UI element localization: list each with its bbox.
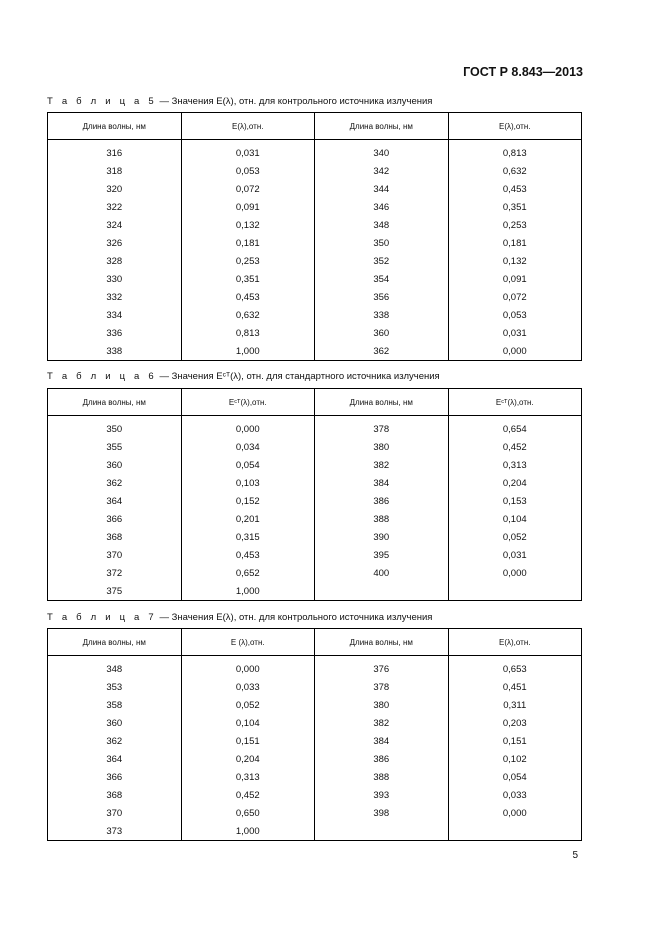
table-cell: 366 xyxy=(48,510,182,528)
table-row xyxy=(48,714,582,732)
table-caption-label: Т а б л и ц а 7 xyxy=(47,612,157,623)
table-cell: 395 xyxy=(315,546,449,564)
table-cell: 355 xyxy=(48,438,182,456)
table-cell: 352 xyxy=(315,252,449,270)
table-cell: 386 xyxy=(315,750,449,768)
table-row xyxy=(48,180,582,198)
table-row xyxy=(48,528,582,546)
table-row xyxy=(48,804,582,822)
table-cell: 0,104 xyxy=(181,714,315,732)
table-cell: 0,000 xyxy=(181,416,315,439)
table-cell: 364 xyxy=(48,750,182,768)
table-cell: 0,201 xyxy=(181,510,315,528)
table-6-caption xyxy=(47,371,440,382)
table-cell: 344 xyxy=(315,180,449,198)
column-header: Длина волны, нм xyxy=(315,113,449,140)
column-header: Eᶜᵀ(λ),отн. xyxy=(181,389,315,416)
table-cell: 324 xyxy=(48,216,182,234)
table-cell: 0,091 xyxy=(448,270,582,288)
page-number: 5 xyxy=(572,850,578,861)
table-cell: 316 xyxy=(48,140,182,163)
table-cell: 380 xyxy=(315,438,449,456)
table-cell: 0,313 xyxy=(181,768,315,786)
table-row xyxy=(48,768,582,786)
table-cell: 360 xyxy=(315,324,449,342)
table-cell: 1,000 xyxy=(181,822,315,841)
table-caption-label: Т а б л и ц а 6 xyxy=(47,371,157,382)
table-cell: 0,654 xyxy=(448,416,582,439)
table-cell: 0,033 xyxy=(448,786,582,804)
column-header: Длина волны, нм xyxy=(315,629,449,656)
table-5-caption xyxy=(47,96,432,107)
table-6 xyxy=(47,388,582,601)
table-cell: 0,453 xyxy=(181,546,315,564)
table-cell: 348 xyxy=(48,656,182,679)
table-header-row xyxy=(48,629,582,656)
table-row xyxy=(48,474,582,492)
table-cell: 0,000 xyxy=(448,564,582,582)
table-row xyxy=(48,342,582,361)
table-cell: 370 xyxy=(48,546,182,564)
table-cell: 0,053 xyxy=(448,306,582,324)
table-row xyxy=(48,234,582,252)
table-row xyxy=(48,252,582,270)
table-cell: 350 xyxy=(315,234,449,252)
table-cell xyxy=(448,822,582,841)
table-cell: 364 xyxy=(48,492,182,510)
table-cell: 362 xyxy=(48,732,182,750)
table-cell: 360 xyxy=(48,714,182,732)
table-row xyxy=(48,822,582,841)
column-header: Длина волны, нм xyxy=(48,113,182,140)
table-cell: 0,204 xyxy=(181,750,315,768)
table-cell: 386 xyxy=(315,492,449,510)
table-cell: 354 xyxy=(315,270,449,288)
table-cell: 0,813 xyxy=(448,140,582,163)
table-cell: 0,054 xyxy=(448,768,582,786)
table-cell: 0,313 xyxy=(448,456,582,474)
table-row xyxy=(48,750,582,768)
table-cell: 0,072 xyxy=(181,180,315,198)
table-cell: 340 xyxy=(315,140,449,163)
column-header: E(λ),отн. xyxy=(448,629,582,656)
table-cell: 0,151 xyxy=(181,732,315,750)
table-row xyxy=(48,732,582,750)
table-cell: 0,052 xyxy=(448,528,582,546)
table-cell: 326 xyxy=(48,234,182,252)
table-cell: 0,102 xyxy=(448,750,582,768)
table-cell: 0,632 xyxy=(181,306,315,324)
table-row xyxy=(48,438,582,456)
table-cell: 1,000 xyxy=(181,342,315,361)
table-cell: 0,315 xyxy=(181,528,315,546)
table-row xyxy=(48,306,582,324)
table-cell: 338 xyxy=(315,306,449,324)
table-cell: 0,034 xyxy=(181,438,315,456)
table-cell: 0,153 xyxy=(448,492,582,510)
table-cell: 0,453 xyxy=(448,180,582,198)
table-cell: 0,203 xyxy=(448,714,582,732)
table-cell: 384 xyxy=(315,732,449,750)
table-row xyxy=(48,198,582,216)
table-cell: 0,351 xyxy=(181,270,315,288)
table-cell: 358 xyxy=(48,696,182,714)
table-cell: 370 xyxy=(48,804,182,822)
table-cell: 378 xyxy=(315,678,449,696)
table-5 xyxy=(47,112,582,361)
table-cell: 382 xyxy=(315,714,449,732)
table-cell: 0,253 xyxy=(448,216,582,234)
table-cell: 0,053 xyxy=(181,162,315,180)
table-cell: 0,033 xyxy=(181,678,315,696)
table-cell: 0,031 xyxy=(448,324,582,342)
table-cell xyxy=(315,822,449,841)
table-7-caption xyxy=(47,612,432,623)
table-row xyxy=(48,510,582,528)
table-cell xyxy=(315,582,449,601)
table-cell: 400 xyxy=(315,564,449,582)
table-cell: 320 xyxy=(48,180,182,198)
table-cell: 356 xyxy=(315,288,449,306)
table-row xyxy=(48,324,582,342)
table-cell: 318 xyxy=(48,162,182,180)
table-cell: 378 xyxy=(315,416,449,439)
table-cell: 0,351 xyxy=(448,198,582,216)
table-cell: 366 xyxy=(48,768,182,786)
column-header: E(λ),отн. xyxy=(181,113,315,140)
table-cell: 0,652 xyxy=(181,564,315,582)
table-cell: 332 xyxy=(48,288,182,306)
table-row xyxy=(48,656,582,679)
table-header-row xyxy=(48,113,582,140)
table-cell: 388 xyxy=(315,510,449,528)
column-header: Длина волны, нм xyxy=(48,389,182,416)
table-row xyxy=(48,786,582,804)
table-cell: 373 xyxy=(48,822,182,841)
table-row xyxy=(48,492,582,510)
table-cell: 0,650 xyxy=(181,804,315,822)
table-cell: 0,151 xyxy=(448,732,582,750)
table-cell: 372 xyxy=(48,564,182,582)
table-row xyxy=(48,270,582,288)
table-cell: 322 xyxy=(48,198,182,216)
column-header: Длина волны, нм xyxy=(48,629,182,656)
table-cell: 0,031 xyxy=(448,546,582,564)
table-cell: 334 xyxy=(48,306,182,324)
table-cell: 360 xyxy=(48,456,182,474)
table-cell: 0,181 xyxy=(448,234,582,252)
table-row xyxy=(48,678,582,696)
table-cell: 353 xyxy=(48,678,182,696)
table-cell: 0,453 xyxy=(181,288,315,306)
column-header: E(λ),отн. xyxy=(448,113,582,140)
table-cell: 382 xyxy=(315,456,449,474)
table-cell: 375 xyxy=(48,582,182,601)
column-header: E (λ),отн. xyxy=(181,629,315,656)
table-cell: 0,031 xyxy=(181,140,315,163)
table-header-row xyxy=(48,389,582,416)
table-row xyxy=(48,582,582,601)
column-header: Eᶜᵀ(λ),отн. xyxy=(448,389,582,416)
table-row xyxy=(48,416,582,439)
table-cell: 0,204 xyxy=(448,474,582,492)
table-cell: 376 xyxy=(315,656,449,679)
table-cell: 0,104 xyxy=(448,510,582,528)
table-cell: 350 xyxy=(48,416,182,439)
table-caption-text: — Значения E(λ), отн. для контрольного источника излучения xyxy=(156,612,433,623)
table-cell: 0,103 xyxy=(181,474,315,492)
table-cell: 0,311 xyxy=(448,696,582,714)
table-cell: 0,052 xyxy=(181,696,315,714)
table-cell: 0,653 xyxy=(448,656,582,679)
table-row xyxy=(48,696,582,714)
table-row xyxy=(48,288,582,306)
table-cell: 393 xyxy=(315,786,449,804)
table-cell: 0,152 xyxy=(181,492,315,510)
table-cell: 0,451 xyxy=(448,678,582,696)
table-row xyxy=(48,456,582,474)
table-cell: 346 xyxy=(315,198,449,216)
table-cell: 336 xyxy=(48,324,182,342)
table-cell: 380 xyxy=(315,696,449,714)
table-caption-text: — Значения E(λ), отн. для контрольного источника излучения xyxy=(156,96,433,107)
table-cell: 0,000 xyxy=(181,656,315,679)
table-cell: 328 xyxy=(48,252,182,270)
table-cell: 368 xyxy=(48,786,182,804)
table-caption-text: — Значения Eᶜᵀ(λ), отн. для стандартного источника излучения xyxy=(156,371,440,382)
table-cell: 338 xyxy=(48,342,182,361)
table-cell: 390 xyxy=(315,528,449,546)
table-cell: 0,813 xyxy=(181,324,315,342)
table-row xyxy=(48,546,582,564)
document-standard-number: ГОСТ Р 8.843—2013 xyxy=(463,65,583,79)
table-cell: 0,253 xyxy=(181,252,315,270)
table-cell: 348 xyxy=(315,216,449,234)
table-cell: 384 xyxy=(315,474,449,492)
table-cell: 0,632 xyxy=(448,162,582,180)
table-cell: 0,452 xyxy=(448,438,582,456)
table-cell: 0,072 xyxy=(448,288,582,306)
table-caption-label: Т а б л и ц а 5 xyxy=(47,96,157,107)
table-cell: 342 xyxy=(315,162,449,180)
table-cell xyxy=(448,582,582,601)
table-cell: 0,452 xyxy=(181,786,315,804)
column-header: Длина волны, нм xyxy=(315,389,449,416)
table-cell: 0,181 xyxy=(181,234,315,252)
table-row xyxy=(48,162,582,180)
table-7 xyxy=(47,628,582,841)
table-cell: 362 xyxy=(315,342,449,361)
table-cell: 330 xyxy=(48,270,182,288)
table-cell: 0,000 xyxy=(448,342,582,361)
table-cell: 368 xyxy=(48,528,182,546)
table-cell: 0,132 xyxy=(181,216,315,234)
table-cell: 398 xyxy=(315,804,449,822)
table-cell: 0,000 xyxy=(448,804,582,822)
table-cell: 1,000 xyxy=(181,582,315,601)
table-cell: 0,054 xyxy=(181,456,315,474)
table-row xyxy=(48,564,582,582)
table-cell: 0,132 xyxy=(448,252,582,270)
table-cell: 362 xyxy=(48,474,182,492)
table-cell: 0,091 xyxy=(181,198,315,216)
table-cell: 388 xyxy=(315,768,449,786)
table-row xyxy=(48,216,582,234)
table-row xyxy=(48,140,582,163)
